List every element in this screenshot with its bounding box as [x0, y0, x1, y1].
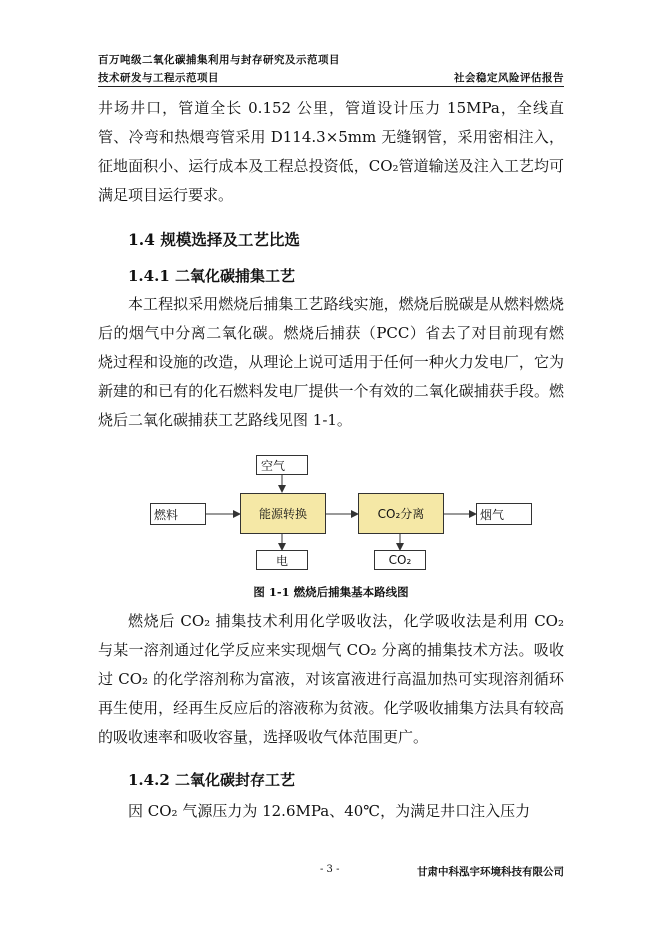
box-electricity: 电 — [256, 550, 308, 570]
header-project-subtitle: 技术研发与工程示范项目 — [98, 72, 219, 84]
box-air: 空气 — [256, 455, 308, 475]
box-co2-output: CO₂ — [374, 550, 426, 570]
box-co2-separation: CO₂分离 — [358, 493, 444, 534]
box-energy-conversion: 能源转换 — [240, 493, 326, 534]
paragraph-chemical-absorption: 燃烧后 CO₂ 捕集技术利用化学吸收法，化学吸收法是利用 CO₂ 与某一溶剂通过化学反应来实现烟气 CO₂ 分离的捕集技术方法。吸收过 CO₂ 的化学溶剂称为富液，对该富液进行高温加热可实现溶剂循环再生使用，经再生反应后的溶液称为贫液。化学吸收捕集方法具有较高的吸收速率和吸收容量，选择吸收气体范围更广。 — [98, 612, 564, 746]
section-heading-1-4-2: 1.4.2 二氧化碳封存工艺 — [128, 771, 295, 789]
paragraph-pipeline: 井场井口，管道全长 0.152 公里，管道设计压力 15MPa，全线直管、冷弯和热煨弯管采用 D114.3×5mm 无缝钢管，采用密相注入，征地面积小、运行成本及工程总投资低，CO₂管道输送及注入工艺均可满足项目运行要求。 — [98, 99, 564, 204]
footer-company: 甘肃中科泓宇环境科技有限公司 — [417, 866, 564, 878]
header-project-title: 百万吨级二氧化碳捕集利用与封存研究及示范项目 — [98, 54, 340, 66]
header-report-type: 社会稳定风险评估报告 — [454, 72, 564, 84]
box-flue-gas: 烟气 — [476, 503, 532, 525]
paragraph-post-combustion: 本工程拟采用燃烧后捕集工艺路线实施，燃烧后脱碳是从燃料燃烧后的烟气中分离二氧化碳。燃烧后捕获（PCC）省去了对目前现有燃烧过程和设施的改造，从理论上说可适用于任何一种火力发电厂，它为新建的和已有的化石燃料发电厂提供一个有效的二氧化碳捕获手段。燃烧后二氧化碳捕获工艺路线见图 1-1。 — [98, 295, 564, 429]
section-heading-1-4-1: 1.4.1 二氧化碳捕集工艺 — [128, 267, 295, 285]
section-heading-1-4: 1.4 规模选择及工艺比选 — [128, 230, 300, 249]
figure-caption: 图 1-1 燃烧后捕集基本路线图 — [253, 585, 409, 599]
box-fuel: 燃料 — [150, 503, 206, 525]
paragraph-storage: 因 CO₂ 气源压力为 12.6MPa、40℃，为满足井口注入压力 — [128, 802, 531, 820]
page-number: - 3 - — [320, 864, 340, 875]
